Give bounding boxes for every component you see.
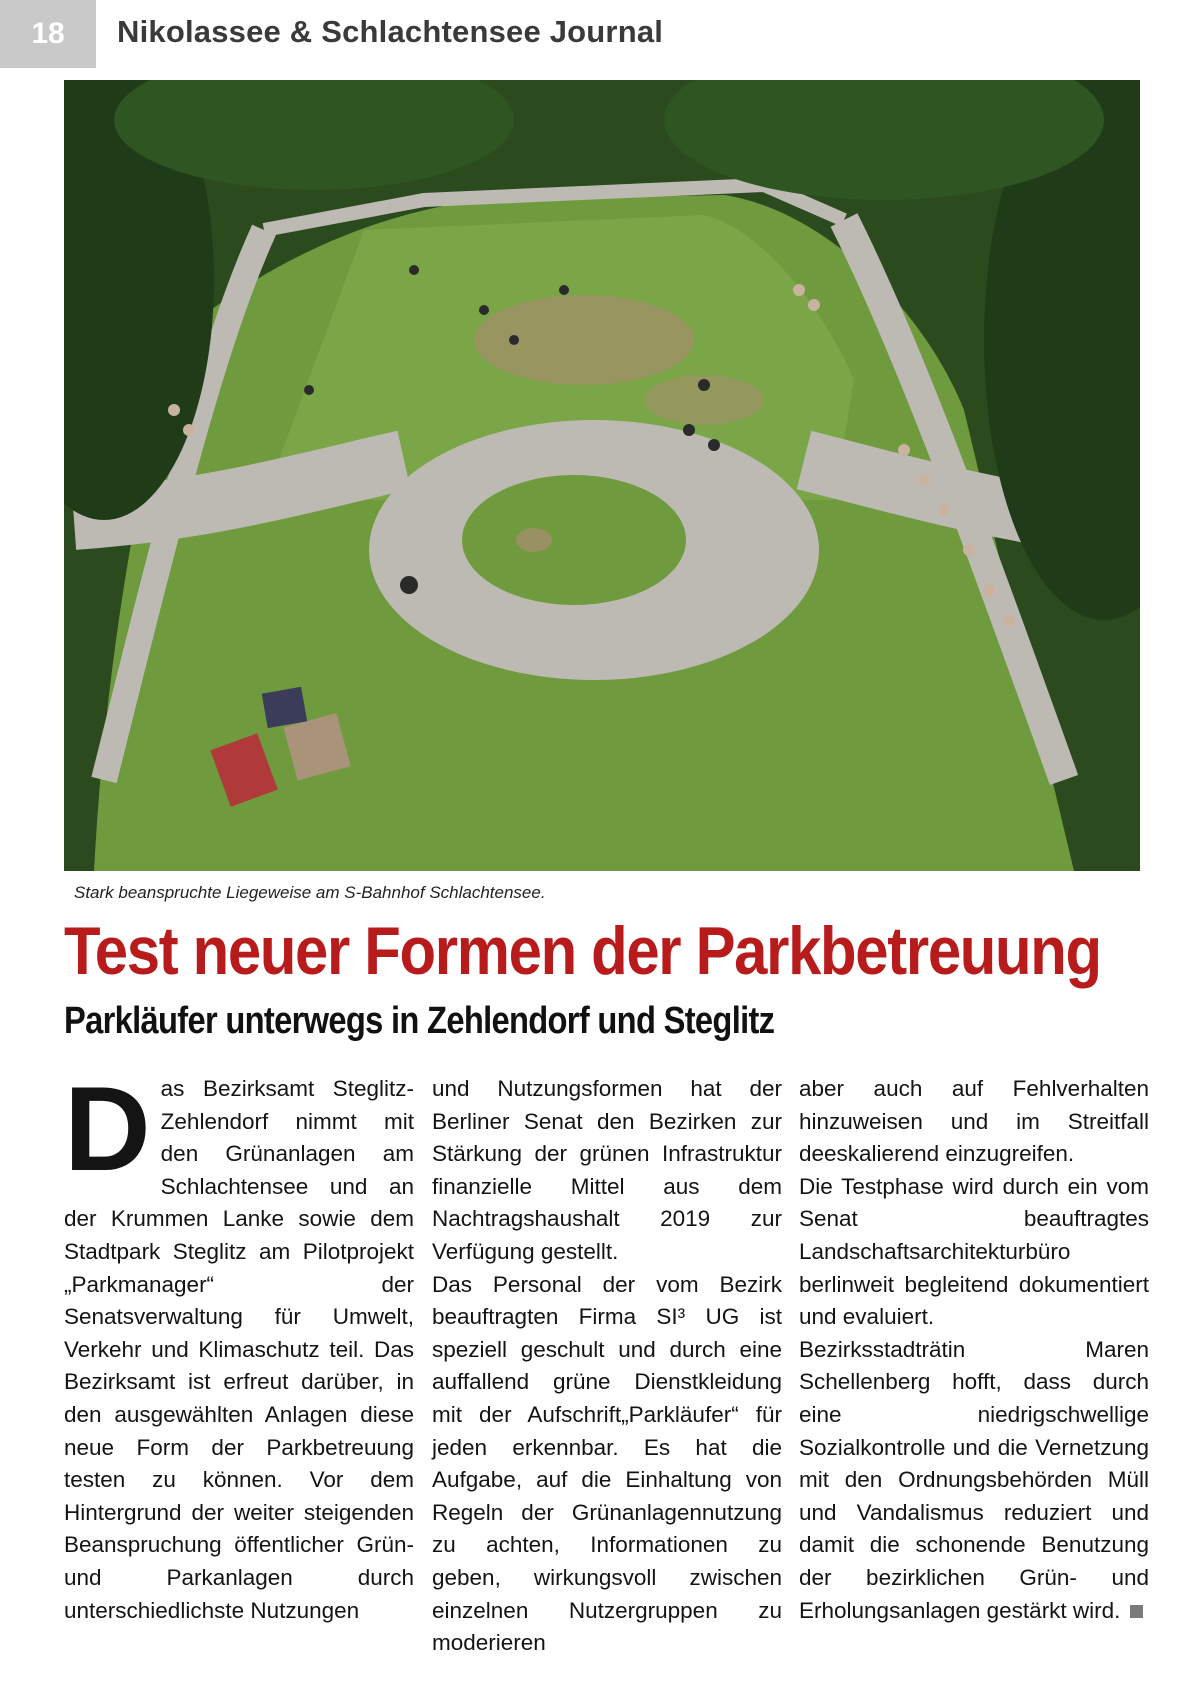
paragraph: Die Testphase wird durch ein vom Senat beauftragtes Landschaftsarchitekturbüro berlinweit begleitend dokumentiert und evaluiert. — [799, 1173, 1149, 1330]
paragraph-text: Bezirksstadträtin Maren Schellenberg hofft, dass durch eine niedrigschwellige Sozialkontrolle und die Vernetzung mit den Ordnungsbehörden Müll und Vandalismus reduziert und damit die schonende Benutzung der bezirklichen Grün- und Erholungsanlagen gestärkt wird. — [799, 1336, 1149, 1623]
dropcap-letter: D — [64, 1062, 151, 1196]
paragraph: Das Personal der vom Bezirk beauftragten Firma SI³ UG ist speziell geschult und durch eine auffallend grüne Dienstkleidung mit der Aufschrift„Parkläufer“ für jeden erkennbar. Es hat die Aufgabe, auf die Einhaltung von Regeln der Grünanlagennutzung zu achten, Informationen zu geben, wirkungsvoll zwischen einzelnen Nutzergruppen zu moderieren — [432, 1271, 782, 1656]
page-header — [0, 0, 1200, 75]
end-square-icon — [1130, 1605, 1143, 1618]
paragraph-final — [799, 1334, 1149, 1627]
page-number: 18 — [0, 0, 96, 68]
paragraph: aber auch auf Fehlverhalten hinzuweisen und im Streitfall deeskalierend einzugreifen. — [799, 1076, 1149, 1167]
photo-caption: Stark beanspruchte Liegeweise am S-Bahnhof Schlachtensee. — [74, 883, 546, 902]
article-column-1 — [64, 1062, 414, 1627]
journal-title: Nikolassee & Schlachtensee Journal — [117, 14, 664, 49]
article-headline: Test neuer Formen der Parkbetreuung — [64, 913, 1101, 989]
article-subheadline: Parkläufer unterwegs in Zehlendorf und Steglitz — [64, 1000, 775, 1042]
article-column-2 — [432, 1073, 782, 1660]
article-column-3 — [799, 1073, 1149, 1627]
paragraph: und Nutzungsformen hat der Berliner Senat den Bezirken zur Stärkung der grünen Infrastruktur finanzielle Mittel aus dem Nachtragshaushalt 2019 zur Verfügung gestellt. — [432, 1076, 782, 1264]
paragraph: as Bezirksamt Steglitz-Zehlendorf nimmt mit den Grünanlagen am Schlachtensee und an der Krummen Lanke sowie dem Stadtpark Steglitz am Pilotprojekt „Parkmanager“ der Senatsverwaltung für Umwelt, Verkehr und Klimaschutz teil. Das Bezirksamt ist erfreut darüber, in den ausgewählten Anlagen diese neue Form der Parkbetreuung testen zu können. Vor dem Hintergrund der weiter steigenden Beanspruchung öffentlicher Grün- und Parkanlagen durch unterschiedlichste Nutzungen — [64, 1076, 414, 1623]
park-aerial-photo — [64, 80, 1140, 871]
